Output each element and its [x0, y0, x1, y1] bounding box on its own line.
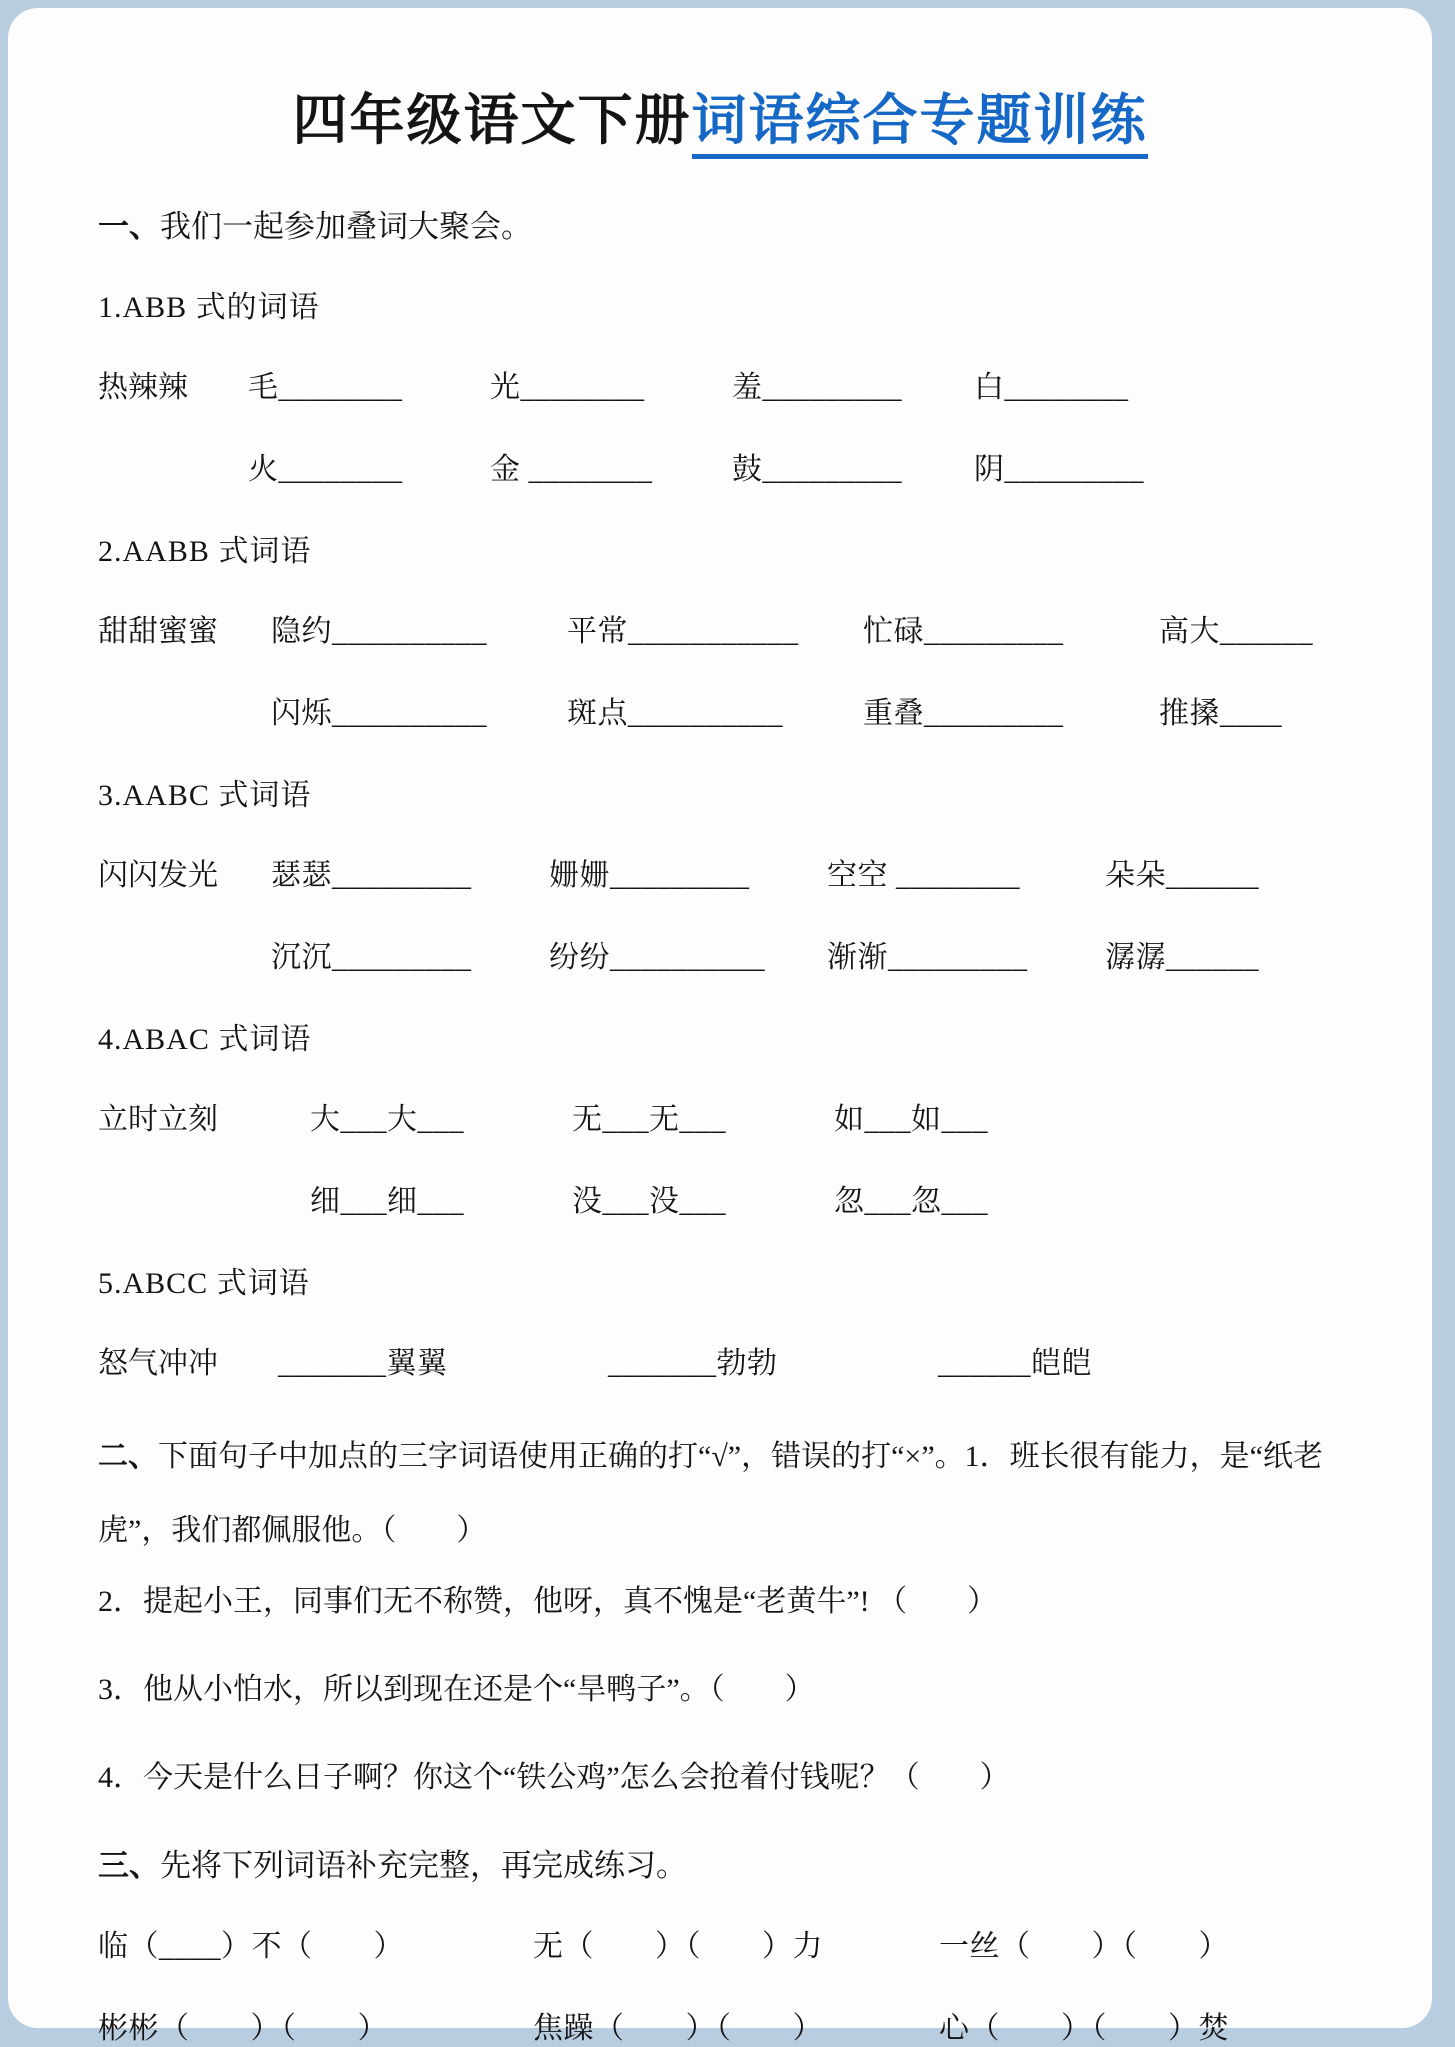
fill-item: 一丝（ ）（ ） — [939, 1930, 1229, 1963]
fill-item: 没___没___ — [572, 1185, 726, 1218]
fill-item: 大___大___ — [310, 1103, 464, 1136]
part4-label: 4.ABAC 式词语 — [98, 1023, 312, 1056]
example-word: 立时立刻 — [98, 1103, 218, 1136]
section2-sentence: 4．今天是什么日子啊？你这个“铁公鸡”怎么会抢着付钱呢？（ ） — [98, 1761, 1010, 1794]
part1-label: 1.ABB 式的词语 — [98, 291, 320, 324]
fill-item: _______翼翼 — [278, 1347, 448, 1380]
fill-item: 白________ — [974, 371, 1129, 404]
fill-item: 忽___忽___ — [834, 1185, 988, 1218]
part5-label: 5.ABCC 式词语 — [98, 1267, 310, 1300]
part1-row1 — [98, 362, 1342, 406]
worksheet-page — [8, 8, 1432, 2045]
fill-item: 光________ — [490, 371, 645, 404]
section2-sentence: 2．提起小王，同事们无不称赞，他呀，真不愧是“老黄牛”! （ ） — [98, 1585, 998, 1618]
fill-item: 无___无___ — [572, 1103, 726, 1136]
fill-item: 高大______ — [1159, 615, 1313, 648]
fill-item: 如___如___ — [834, 1103, 988, 1136]
section1-heading-text: 我们一起参加叠词大聚会。 — [160, 209, 532, 244]
fill-item: 沉沉_________ — [271, 941, 472, 974]
fill-item: 空空 ________ — [827, 859, 1020, 892]
section3-heading — [98, 1840, 1342, 1885]
fill-item: 心（ ）（ ）焚 — [939, 2012, 1229, 2045]
part2-label: 2.AABB 式词语 — [98, 535, 312, 568]
fill-item: 平常___________ — [567, 615, 799, 648]
part5-row1 — [98, 1338, 1342, 1382]
section3-row2 — [98, 2003, 1342, 2047]
fill-item: 潺潺______ — [1105, 941, 1259, 974]
fill-item: 金 ________ — [490, 453, 653, 486]
section2-intro — [98, 1420, 1342, 1568]
fill-item: 瑟瑟_________ — [271, 859, 472, 892]
part3-label: 3.AABC 式词语 — [98, 779, 312, 812]
part1-row2 — [98, 444, 1342, 488]
fill-item: 纷纷__________ — [549, 941, 765, 974]
section2-intro-text: 下面句子中加点的三字词语使用正确的打“√”，错误的打“×”。1．班长很有能力，是“纸老虎”，我们都佩服他。（ ） — [98, 1440, 1323, 1547]
part4-row2 — [98, 1176, 1342, 1220]
fill-item: 焦躁（ ）（ ） — [533, 2012, 823, 2045]
example-word: 怒气冲冲 — [98, 1347, 218, 1380]
fill-item: 忙碌_________ — [863, 615, 1064, 648]
fill-item: 毛________ — [248, 371, 403, 404]
fill-item: 羞_________ — [732, 371, 902, 404]
fill-item: 临（____）不（ ） — [98, 1930, 404, 1963]
fill-item: 鼓_________ — [732, 453, 902, 486]
fill-item: 隐约__________ — [271, 615, 487, 648]
part3-row2 — [98, 932, 1342, 976]
title-blue-part: 词语综合专题训练 — [692, 90, 1148, 159]
part3-row1 — [98, 850, 1342, 894]
fill-item: 无（ ）（ ）力 — [533, 1930, 823, 1963]
fill-item: ______皑皑 — [938, 1347, 1092, 1380]
fill-item: 阴_________ — [974, 453, 1144, 486]
fill-item: 闪烁__________ — [271, 697, 487, 730]
section1-marker: 一、 — [98, 209, 160, 244]
fill-item: 朵朵______ — [1105, 859, 1259, 892]
section1-heading — [98, 201, 1342, 246]
fill-item: 火________ — [248, 453, 403, 486]
section2-marker: 二、 — [98, 1440, 158, 1473]
page-title — [98, 76, 1342, 155]
part2-row2 — [98, 688, 1342, 732]
fill-item: _______勃勃 — [608, 1347, 778, 1380]
fill-item: 彬彬（ ）（ ） — [98, 2012, 388, 2045]
fill-item: 斑点__________ — [567, 697, 783, 730]
part2-row1 — [98, 606, 1342, 650]
part4-row1 — [98, 1094, 1342, 1138]
title-black-part: 四年级语文下册 — [292, 90, 692, 151]
fill-item: 渐渐_________ — [827, 941, 1028, 974]
example-word: 热辣辣 — [98, 371, 188, 404]
example-word: 闪闪发光 — [98, 859, 218, 892]
section3-row1 — [98, 1921, 1342, 1965]
section2-sentence: 3．他从小怕水，所以到现在还是个“旱鸭子”。（ ） — [98, 1673, 815, 1706]
fill-item: 推搡____ — [1159, 697, 1282, 730]
section3-marker: 三、 — [98, 1848, 160, 1883]
fill-item: 重叠_________ — [863, 697, 1064, 730]
fill-item: 细___细___ — [310, 1185, 464, 1218]
section3-heading-text: 先将下列词语补充完整，再完成练习。 — [160, 1848, 687, 1883]
fill-item: 姗姗_________ — [549, 859, 750, 892]
example-word: 甜甜蜜蜜 — [98, 615, 218, 648]
